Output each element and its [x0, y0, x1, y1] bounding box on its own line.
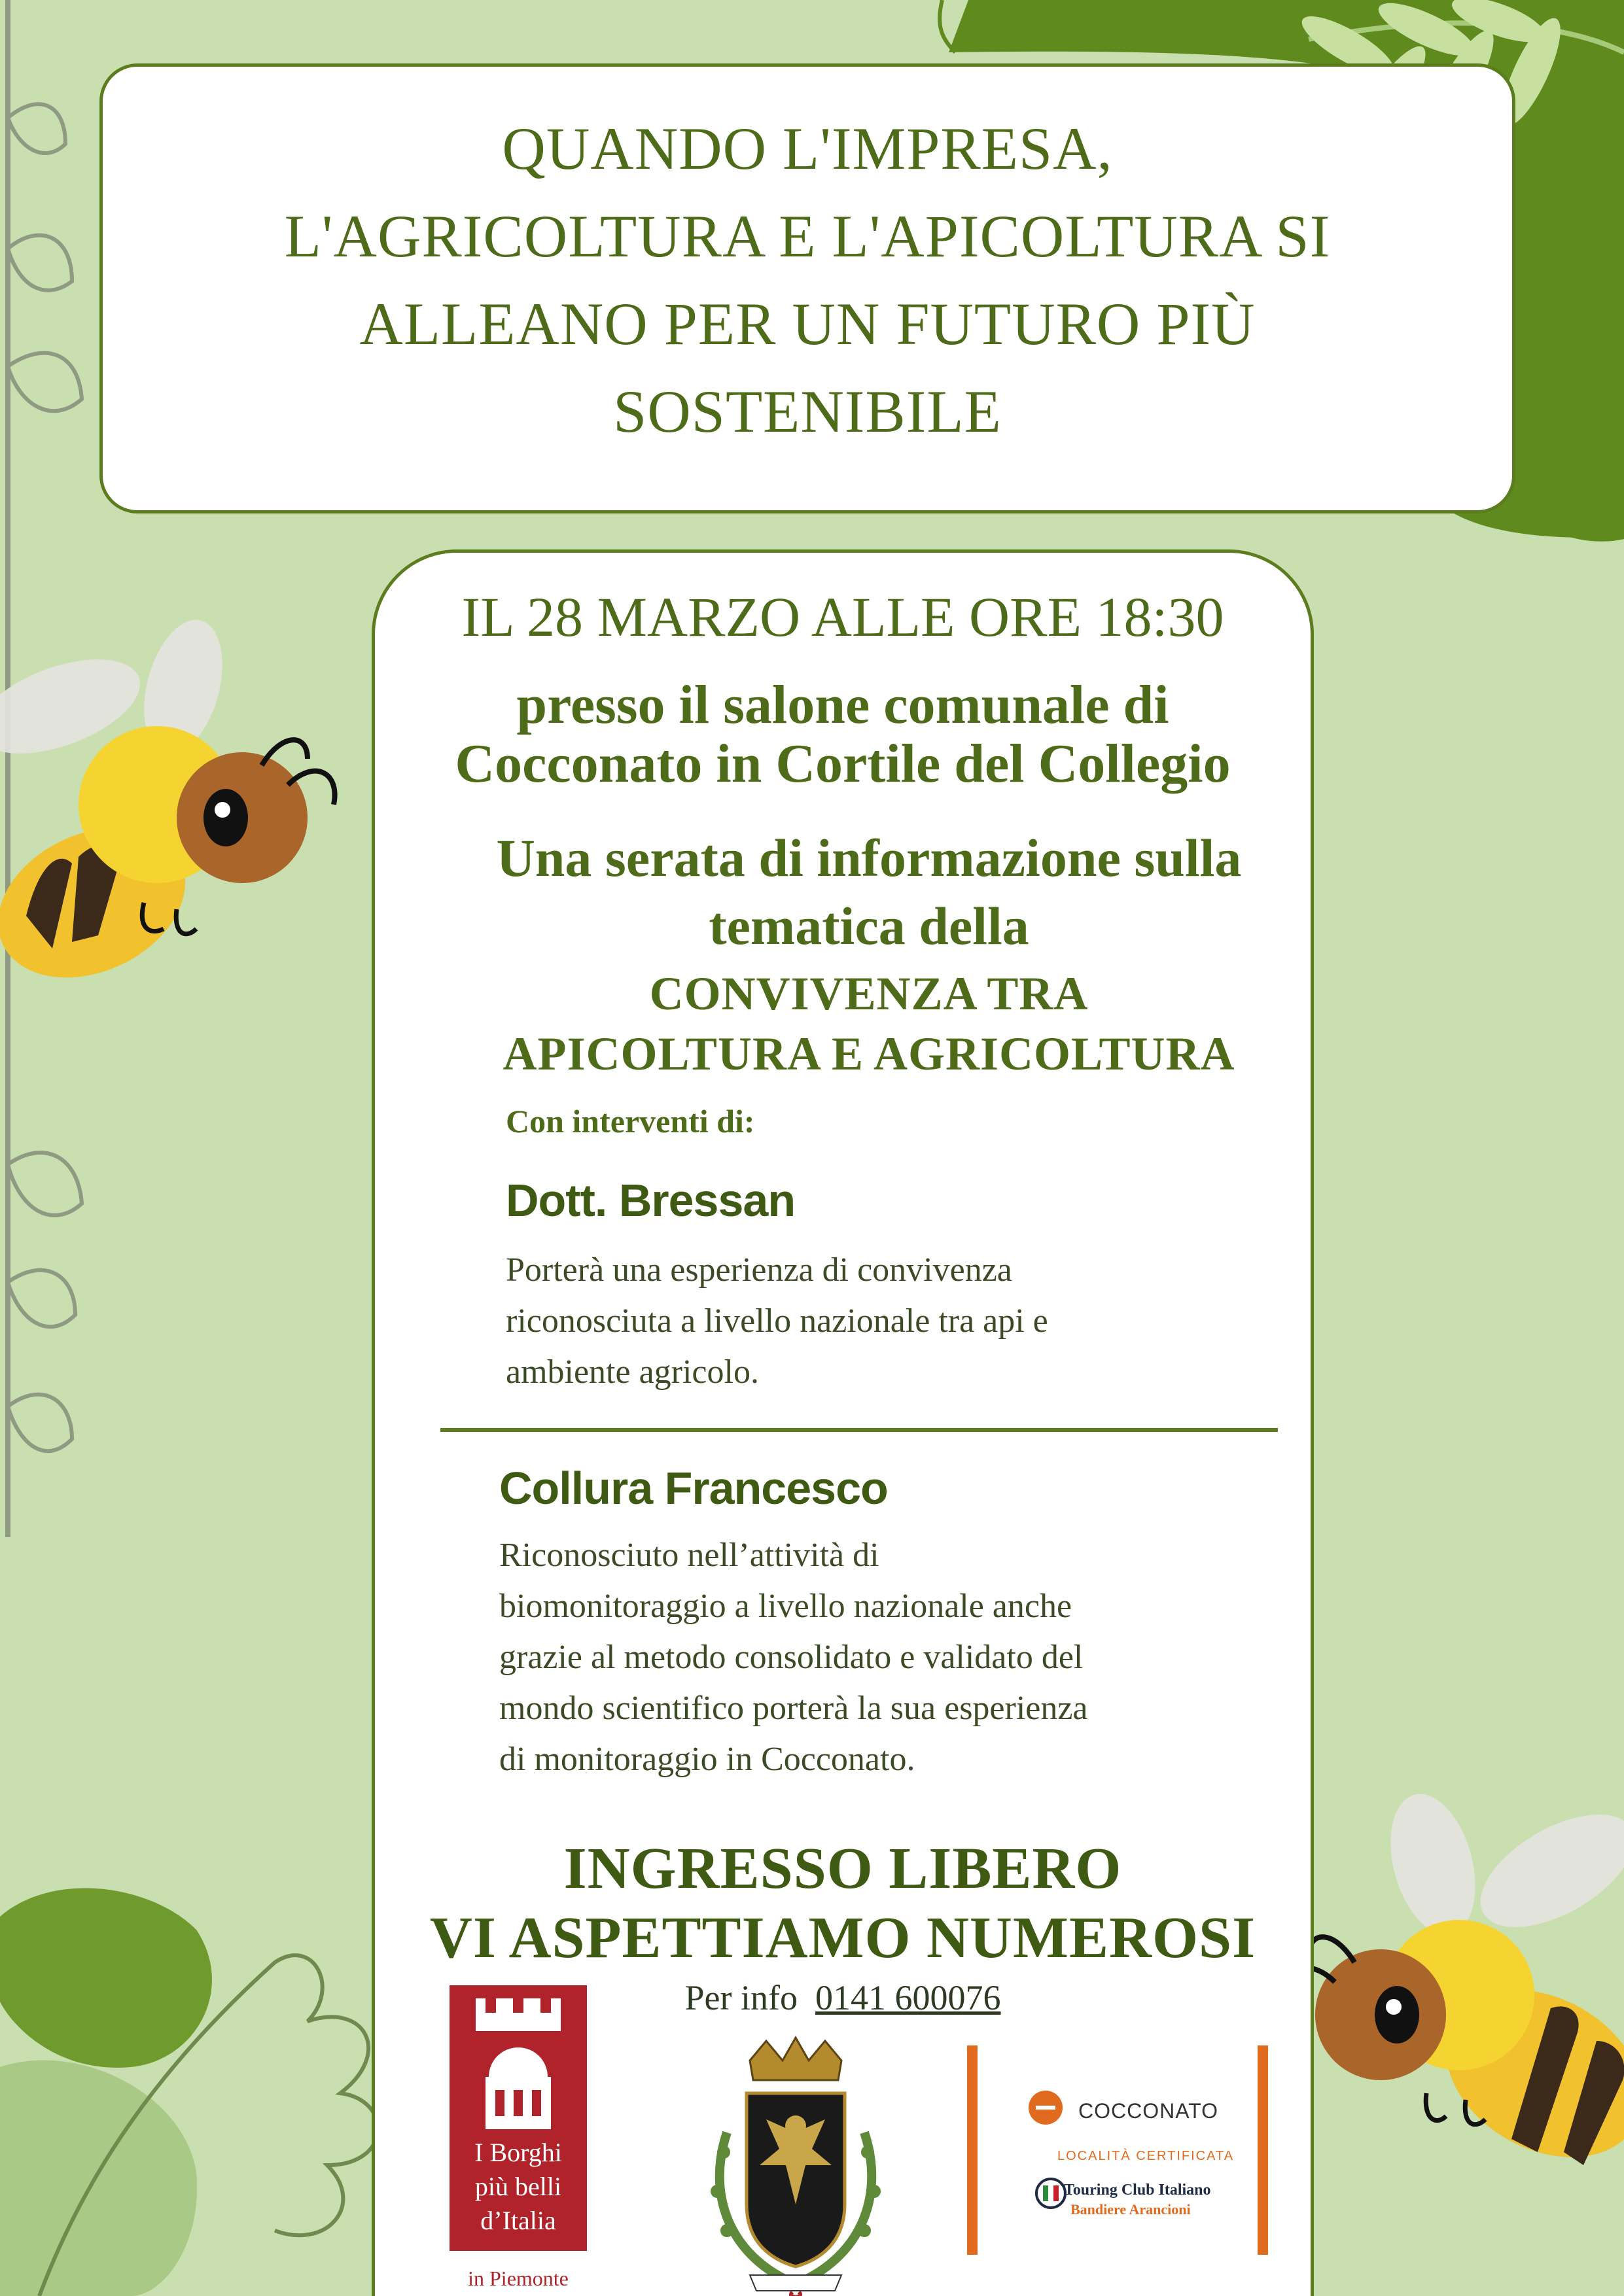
theme-line-2: APICOLTURA E AGRICOLTURA [503, 1028, 1235, 1080]
bee-right-icon [1288, 1784, 1624, 2191]
speaker-2-desc-line: mondo scientifico porterà la sua esperienza [499, 1690, 1088, 1727]
title-line-3: ALLEANO PER UN FUTURO PIÙ [359, 290, 1256, 357]
vine-leaf [8, 1395, 72, 1451]
theme-line-1: CONVIVENZA TRA [649, 967, 1089, 1020]
event-date: IL 28 MARZO ALLE ORE 18:30 [461, 585, 1224, 648]
borghi-line: I Borghi [474, 2138, 562, 2167]
bottom-leaf-dark [0, 1888, 212, 2068]
free-entry-text: INGRESSO LIBERO [563, 1836, 1122, 1901]
venue-line-2: Cocconato in Cortile del Collegio [455, 733, 1231, 794]
section-divider [440, 1428, 1278, 1432]
event-details-box [372, 549, 1314, 2296]
bottom-leaf-light [0, 2061, 197, 2296]
vine-leaf [8, 353, 82, 411]
vine-leaf [8, 1270, 75, 1327]
speaker-2-name: Collura Francesco [499, 1463, 888, 1514]
vine-leaf [8, 104, 65, 153]
cocconato-name: COCCONATO [1078, 2099, 1219, 2123]
speaker-1-desc-line: Porterà una esperienza di convivenza [506, 1251, 1012, 1289]
speaker-2-desc-line: grazie al metodo consolidato e validato del [499, 1639, 1084, 1676]
phone-link[interactable]: 0141 600076 [815, 1978, 1001, 2017]
title-box [99, 63, 1515, 513]
venue-line-1: presso il salone comunale di [516, 674, 1169, 735]
borghi-line: d’Italia [480, 2206, 556, 2235]
speaker-2-desc-line: biomonitoraggio a livello nazionale anche [499, 1588, 1072, 1625]
speaker-1-name: Dott. Bressan [506, 1175, 796, 1226]
vine-leaf [8, 235, 72, 290]
speaker-1-desc-line: riconosciuta a livello nazionale tra api e [506, 1302, 1048, 1340]
title-line-1: QUANDO L'IMPRESA, [502, 115, 1113, 182]
subtitle-line-2: tematica della [709, 896, 1029, 956]
borghi-line: più belli [474, 2172, 562, 2201]
flags-label: Bandiere Arancioni [1070, 2201, 1191, 2218]
certified-label: LOCALITÀ CERTIFICATA [1057, 2149, 1235, 2163]
speaker-2-desc-line: Riconosciuto nell’attività di [499, 1537, 879, 1574]
vine-leaf [8, 1153, 82, 1215]
title-line-2: L'AGRICOLTURA E L'APICOLTURA SI [284, 203, 1331, 270]
subtitle-line-1: Una serata di informazione sulla [496, 828, 1242, 888]
speakers-label: Con interventi di: [506, 1103, 755, 1139]
speaker-1-desc-line: ambiente agricolo. [506, 1353, 759, 1391]
cocconato-logo [967, 2045, 1268, 2255]
borghi-logo [450, 1985, 587, 2290]
touring-label: Touring Club Italiano [1064, 2182, 1211, 2199]
title-line-4: SOSTENIBILE [613, 378, 1002, 445]
coat-of-arms-icon [688, 2034, 904, 2296]
borghi-region: in Piemonte [468, 2267, 569, 2290]
welcome-text: VI ASPETTIAMO NUMEROSI [429, 1905, 1256, 1970]
speaker-2-desc-line: di monitoraggio in Cocconato. [499, 1741, 915, 1778]
info-label: Per info [684, 1978, 798, 2017]
bee-left-icon [0, 611, 335, 1006]
